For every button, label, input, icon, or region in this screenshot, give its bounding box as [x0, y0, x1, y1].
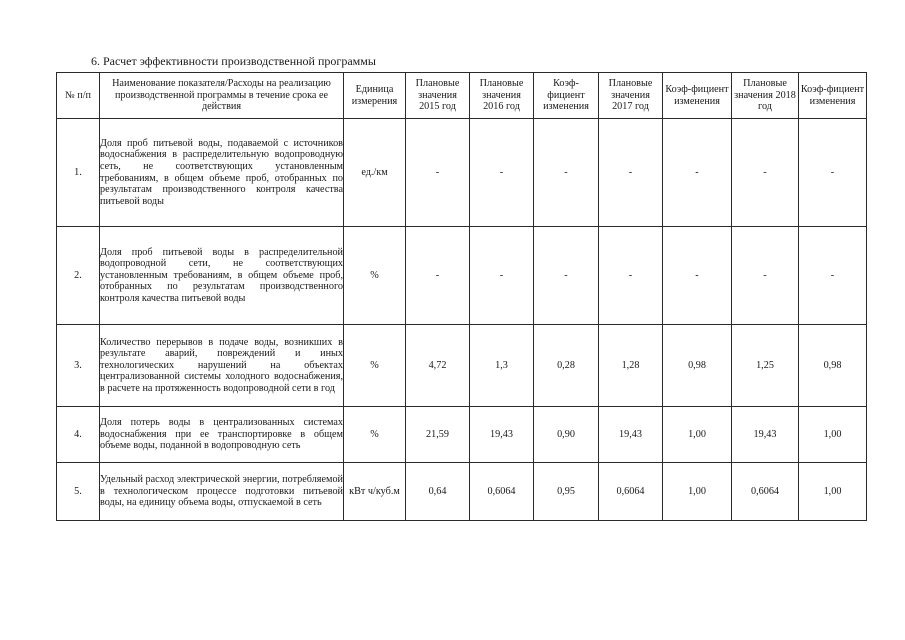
- table-row: [57, 407, 867, 463]
- value-cell: -: [406, 119, 470, 227]
- value-cell: 0,6064: [732, 463, 799, 521]
- value-cell: -: [534, 119, 599, 227]
- value-cell: 1,00: [663, 463, 732, 521]
- table-row: [57, 119, 867, 227]
- table-row: [57, 227, 867, 325]
- header-cell: Коэф-фициент изменения: [663, 73, 732, 119]
- value-cell: 0,98: [663, 325, 732, 407]
- value-cell: 0,6064: [470, 463, 534, 521]
- value-cell: -: [534, 227, 599, 325]
- header-cell: Коэф-фициент изменения: [799, 73, 867, 119]
- unit-cell: ед./км: [344, 119, 406, 227]
- value-cell: 0,90: [534, 407, 599, 463]
- row-number: 5.: [57, 463, 100, 521]
- indicator-name: Удельный расход электрической энергии, потребляемой в технологическом процессе подготовки питьевой воды, на единицу объема воды, отпускаемой в сеть: [100, 463, 344, 521]
- value-cell: -: [732, 119, 799, 227]
- header-cell: Единица измерения: [344, 73, 406, 119]
- value-cell: 4,72: [406, 325, 470, 407]
- value-cell: -: [406, 227, 470, 325]
- unit-cell: кВт ч/куб.м: [344, 463, 406, 521]
- table-row: [57, 463, 867, 521]
- value-cell: 0,98: [799, 325, 867, 407]
- indicator-name: Доля проб питьевой воды в распределительной водопроводной сети, не соответствующих установленным требованиям, в общем объеме проб, отобранных по результатам производственного контроля качества питьевой воды: [100, 227, 344, 325]
- value-cell: 1,25: [732, 325, 799, 407]
- row-number: 2.: [57, 227, 100, 325]
- value-cell: 21,59: [406, 407, 470, 463]
- value-cell: 0,28: [534, 325, 599, 407]
- indicator-name: Количество перерывов в подаче воды, возникших в результате аварий, повреждений и иных технологических нарушений на объектах централизованной системы холодного водоснабжения, в расчете на протяженность водопроводной сети в год: [100, 325, 344, 407]
- unit-cell: %: [344, 325, 406, 407]
- row-number: 1.: [57, 119, 100, 227]
- value-cell: -: [663, 119, 732, 227]
- row-number: 4.: [57, 407, 100, 463]
- value-cell: 1,00: [663, 407, 732, 463]
- row-number: 3.: [57, 325, 100, 407]
- header-cell: Плановые значения 2015 год: [406, 73, 470, 119]
- header-cell: Коэф-фициент изменения: [534, 73, 599, 119]
- value-cell: 1,3: [470, 325, 534, 407]
- value-cell: 19,43: [732, 407, 799, 463]
- header-cell: № п/п: [57, 73, 100, 119]
- section-heading: 6. Расчет эффективности производственной программы: [91, 54, 376, 68]
- value-cell: -: [599, 227, 663, 325]
- header-cell: Наименование показателя/Расходы на реализацию производственной программы в течение срока ее действия: [100, 73, 344, 119]
- value-cell: 19,43: [470, 407, 534, 463]
- value-cell: -: [799, 119, 867, 227]
- efficiency-table: [56, 72, 867, 521]
- value-cell: 0,95: [534, 463, 599, 521]
- value-cell: 1,00: [799, 463, 867, 521]
- value-cell: 1,00: [799, 407, 867, 463]
- value-cell: -: [470, 227, 534, 325]
- value-cell: 0,64: [406, 463, 470, 521]
- value-cell: 19,43: [599, 407, 663, 463]
- value-cell: 1,28: [599, 325, 663, 407]
- value-cell: -: [599, 119, 663, 227]
- table-row: [57, 325, 867, 407]
- value-cell: -: [799, 227, 867, 325]
- header-cell: Плановые значения 2017 год: [599, 73, 663, 119]
- value-cell: -: [732, 227, 799, 325]
- value-cell: 0,6064: [599, 463, 663, 521]
- header-cell: Плановые значения 2018 год: [732, 73, 799, 119]
- value-cell: -: [663, 227, 732, 325]
- header-cell: Плановые значения 2016 год: [470, 73, 534, 119]
- indicator-name: Доля потерь воды в централизованных системах водоснабжения при ее транспортировке в общем объеме воды, поданной в водопроводную сеть: [100, 407, 344, 463]
- unit-cell: %: [344, 407, 406, 463]
- value-cell: -: [470, 119, 534, 227]
- unit-cell: %: [344, 227, 406, 325]
- indicator-name: Доля проб питьевой воды, подаваемой с источников водоснабжения в распределительную водопроводную сеть, не соответствующих установленным требованиям, в общем объеме проб, отобранных по результатам производственного контроля качества питьевой воды: [100, 119, 344, 227]
- table-header-row: [57, 73, 867, 119]
